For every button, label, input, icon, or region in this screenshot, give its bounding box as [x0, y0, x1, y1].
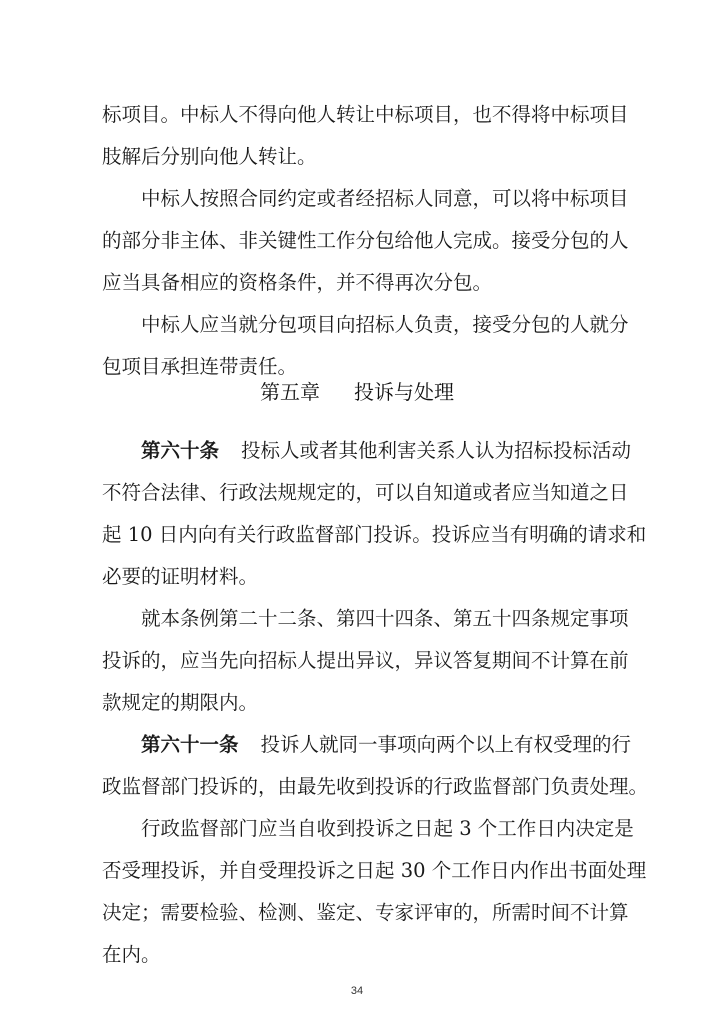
paragraph-line: 的部分非主体、非关键性工作分包给他人完成。接受分包的人: [102, 229, 629, 252]
paragraph-line: 中标人应当就分包项目向招标人负责，接受分包的人就分: [141, 313, 629, 336]
article-60-first-line: [141, 438, 632, 464]
article-61-first-line: [141, 732, 632, 758]
paragraph-line: 款规定的期限内。: [102, 691, 259, 714]
paragraph-line: 肢解后分别向他人转让。: [102, 145, 317, 168]
paragraph-line: 政监督部门投诉的，由最先收到投诉的行政监督部门负责处理。: [102, 775, 649, 798]
paragraph-line: 在内。: [102, 943, 161, 966]
paragraph-line: 包项目承担连带责任。: [102, 355, 298, 378]
paragraph-line: 标项目。中标人不得向他人转让中标项目，也不得将中标项目: [102, 103, 629, 126]
paragraph-line: 起 10 日内向有关行政监督部门投诉。投诉应当有明确的请求和: [102, 523, 647, 546]
chapter-heading: [0, 377, 714, 407]
paragraph-line: 否受理投诉，并自受理投诉之日起 30 个工作日内作出书面处理: [102, 859, 647, 882]
paragraph-line: 投诉人就同一事项向两个以上有权受理的行: [260, 733, 632, 756]
paragraph-line: 就本条例第二十二条、第四十四条、第五十四条规定事项: [141, 607, 629, 630]
page-number: 34: [350, 985, 364, 997]
paragraph-line: 中标人按照合同约定或者经招标人同意，可以将中标项目: [141, 187, 629, 210]
paragraph-line: 决定；需要检验、检测、鉴定、专家评审的，所需时间不计算: [102, 901, 629, 924]
chapter-number: 第五章: [260, 380, 320, 404]
paragraph-line: 应当具备相应的资格条件，并不得再次分包。: [102, 271, 493, 294]
paragraph-line: 不符合法律、行政法规规定的，可以自知道或者应当知道之日: [102, 481, 629, 504]
paragraph-line: 必要的证明材料。: [102, 565, 259, 588]
chapter-title: 投诉与处理: [354, 380, 454, 404]
article-label: 第六十条: [141, 439, 220, 462]
paragraph-line: 行政监督部门应当自收到投诉之日起 3 个工作日内决定是: [141, 817, 634, 840]
paragraph-line: 投标人或者其他利害关系人认为招标投标活动: [241, 439, 632, 462]
article-label: 第六十一条: [141, 733, 239, 756]
paragraph-line: 投诉的，应当先向招标人提出异议，异议答复期间不计算在前: [102, 649, 629, 672]
